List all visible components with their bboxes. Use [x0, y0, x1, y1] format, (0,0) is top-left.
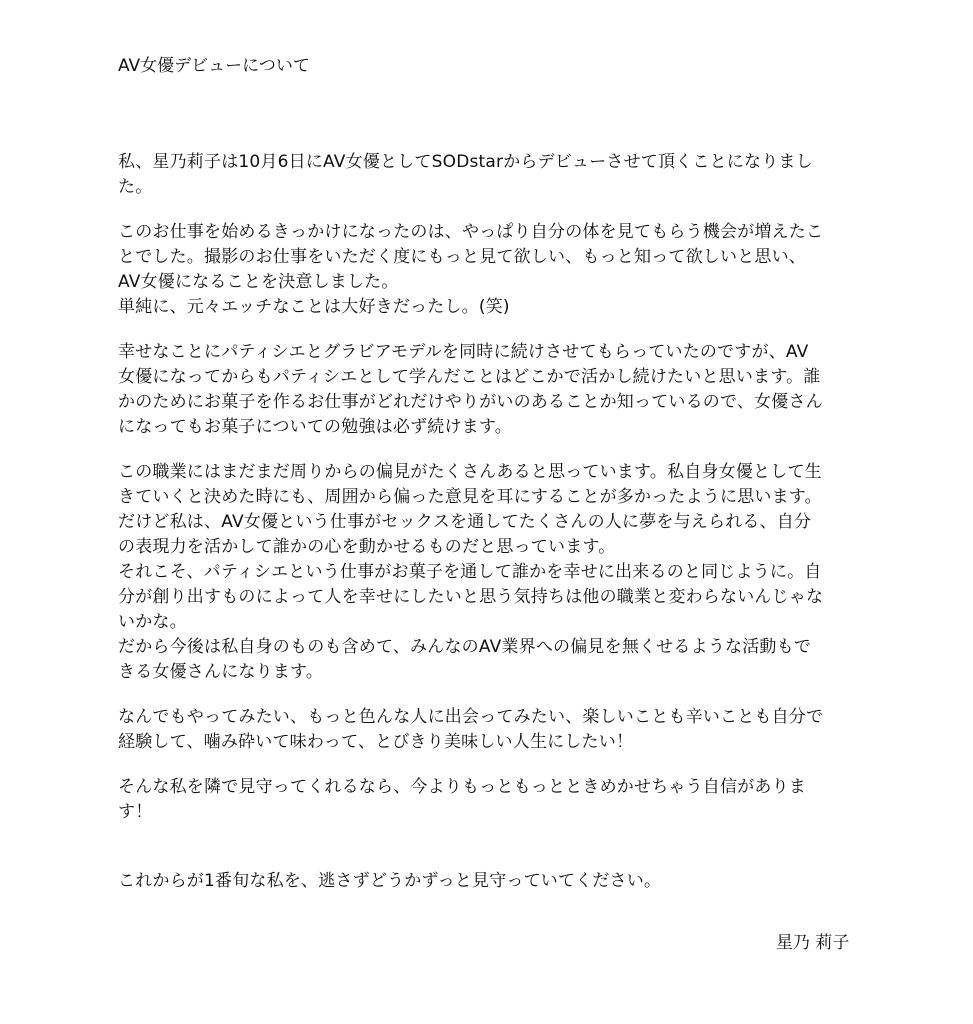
text-line: この職業にはまだまだ周りからの偏見がたくさんあると思っています。私自身女優として生: [118, 462, 822, 482]
text-line: 幸せなことにパティシエとグラビアモデルを同時に続けさせてもらっていたのですが、AV: [118, 342, 809, 362]
signature: 星乃 莉子: [776, 933, 850, 953]
text-line: そんな私を隣で見守ってくれるなら、今よりもっともっとときめかせちゃう自信がありま: [118, 777, 806, 797]
text-line: の表現力を活かして誰かの心を動かせるものだと思っています。: [118, 537, 616, 557]
text-line: かのためにお菓子を作るお仕事がどれだけやりがいのあることか知っているので、女優さん: [118, 392, 823, 412]
text-line: 単純に、元々エッチなことは大好きだったし。(笑): [118, 297, 510, 317]
text-line: だけど私は、AV女優という仕事がセックスを通してたくさんの人に夢を与えられる、自分: [118, 512, 812, 532]
text-line: このお仕事を始めるきっかけになったのは、やっぱり自分の体を見てもらう機会が増えたこ: [118, 222, 824, 242]
document-title: AV女優デビューについて: [118, 56, 310, 76]
text-line: 経験して、噛み砕いて味わって、とびきり美味しい人生にしたい！: [118, 732, 634, 752]
text-line: になってもお菓子についての勉強は必ず続けます。: [118, 417, 512, 437]
text-line: いかな。: [118, 612, 187, 632]
text-line: 私、星乃莉子は10月6日にAV女優としてSODstarからデビューさせて頂くことになりまし: [118, 152, 813, 172]
text-line: た。: [118, 177, 153, 197]
text-line: きる女優さんになります。: [118, 662, 324, 682]
text-line: 分が創り出すものによって人を幸せにしたいと思う気持ちは他の職業と変わらないんじゃな: [118, 587, 824, 607]
text-line: す！: [118, 802, 153, 822]
text-line: それこそ、パティシエという仕事がお菓子を通して誰かを幸せに出来るのと同じように。自: [118, 562, 822, 582]
text-line: きていくと決めた時にも、周囲から偏った意見を耳にすることが多かったように思います。: [118, 487, 822, 507]
text-line: とでした。撮影のお仕事をいただく度にもっと見て欲しい、もっと知って欲しいと思い、: [118, 247, 806, 267]
text-line: だから今後は私自身のものも含めて、みんなのAV業界への偏見を無くせるような活動もで: [118, 637, 812, 657]
text-line: 女優になってからもパティシエとして学んだことはどこかで活かし続けたいと思います。誰: [118, 367, 821, 387]
text-line: AV女優になることを決意しました。: [118, 272, 399, 292]
closing-line: これからが1番旬な私を、逃さずどうかずっと見守っていてください。: [118, 871, 662, 891]
text-line: なんでもやってみたい、もっと色んな人に出会ってみたい、楽しいことも辛いことも自分で: [118, 707, 824, 727]
